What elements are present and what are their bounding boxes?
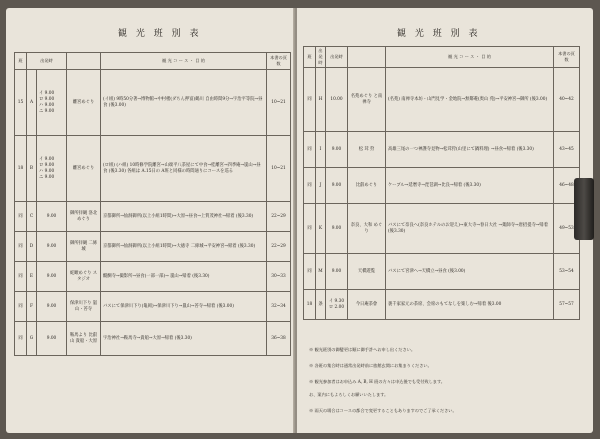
left-tour-table bbox=[14, 52, 291, 356]
note-line: ※ 観光班別の御變更は順に御手許へお申し出ください。 bbox=[309, 347, 416, 352]
table-row: 同 I 9.00 松 茸 狩 高雄三尾の一つ神護寺見物→松茸狩(山里にて鍋料理) →昼食→帰着 (後3.30) 43~45 bbox=[304, 132, 580, 168]
header-departure-time: 出発時 bbox=[326, 47, 348, 68]
table-row: 同 J 9.00 比叡めぐり ケーブル→延暦寺→琵琶湖→比良→帰着 (後3.30) 46~48 bbox=[304, 168, 580, 204]
table-row: 同 K 9.00 奈良、大和 めぐり バスにて奈良へ(奈良ホテルのお迎え)→東大寺→春日大社 →薬師寺→唐招提寺→帰着 (後3.30) 49~53 bbox=[304, 204, 580, 254]
header-departure: 出発時 bbox=[316, 47, 326, 68]
table-row: 同 F 9.00 保津川下り 嵐山・苔寺 バスにて保津川下り(亀岡)→保津川下り→嵐山→苔寺→帰着 (後3.00) 32~34 bbox=[15, 292, 291, 322]
binder-clip bbox=[574, 178, 594, 240]
table-row: 15 A イ 9.00 ロ 9.00 ハ 9.00 ニ 9.00 離宮めぐり (イ組) 9時50分著→博物館→中村楼(ダちん押富)鶴川 自由時間9分→宇治平等院→昼食 (後3.00) 10~21 bbox=[15, 70, 291, 136]
header-page: 本書の頁 数 bbox=[267, 53, 291, 70]
right-page bbox=[297, 8, 593, 433]
table-header-row bbox=[15, 53, 291, 70]
header-departure: 出発時 bbox=[27, 53, 67, 70]
header-blank bbox=[67, 53, 101, 70]
header-han: 班 bbox=[304, 47, 316, 68]
table-row: 18 条 イ 9.30 ロ 2.00 今日庵茶會 裏千家家元の茶席、会席のもてなしを楽しむ→帰着 後3.00 57~57 bbox=[304, 290, 580, 320]
left-page bbox=[6, 8, 295, 433]
right-page-title: 観 光 班 別 表 bbox=[397, 29, 481, 39]
table-header-row bbox=[304, 47, 580, 68]
table-row: 同 H 10.00 名苑めぐり と南禅寺 (名苑) 南禅寺本坊・山門見学・金地院→無鄰菴(奥山 苑)→平安神宮→御所 (後3.00) 40~42 bbox=[304, 68, 580, 132]
header-han: 班 bbox=[15, 53, 27, 70]
note-line: お、案内にもよろしくお願いいたします。 bbox=[309, 392, 389, 397]
note-line: ※ 各班の集合時は通常出発時前に旅館玄関にお集まりください。 bbox=[309, 363, 432, 368]
note-line: ※ 観光参加者はお申込み A, B, H 班の方々は申込後でも受付致します。 bbox=[309, 379, 445, 384]
header-page: 本書の頁 数 bbox=[554, 47, 580, 68]
left-page-title: 観 光 班 別 表 bbox=[118, 29, 202, 39]
note-line: ※ 雨天の場合はコースの都合で変更することもありますのでご了承ください。 bbox=[309, 408, 457, 413]
header-blank bbox=[348, 47, 386, 68]
table-row: 同 M 9.00 天橋遊覧 バスにて宮津へ→天橋立→昼食 (後3.00) 53~54 bbox=[304, 254, 580, 290]
right-tour-table bbox=[303, 46, 580, 320]
header-course: 観 光 コ ー ス ・ 目 的 bbox=[101, 53, 267, 70]
header-course: 観 光 コ ー ス ・ 目 的 bbox=[386, 47, 554, 68]
table-row: 同 C 9.00 御所拝観 洛北めぐり 京都御所→仙洞御所(以上小組1時間)→大原→昼食→上賀茂神社→帰着 (後3.30) 22~29 bbox=[15, 202, 291, 232]
table-row: 同 E 9.00 蛇瞰めぐり スタジオ 醍醐寺→撮影所→昼食(一部一部)→ 嵐山→帰着 (後3.30) 30~33 bbox=[15, 262, 291, 292]
table-row: 同 D 9.00 御所拝観 二條城 京都御所→仙洞御所(以上小組1時間)→大徳寺 二條城→平安神宮→帰着 (後3.30) 22~29 bbox=[15, 232, 291, 262]
table-row: 18 B イ 9.00 ロ 9.00 ハ 9.00 ニ 9.00 離宮めぐり (ロ組) (ハ組) 10時修学院離宮→山端平八茶屋にて中食→桂離宮→四季庵→嵐山→昼食 (後3.30) 各組は A.15日の A班と同様の時間通りにコースを巡る 10~21 bbox=[15, 136, 291, 202]
table-row: 同 G 9.00 鞍馬より 比叡山 貴船・大原 宇治神社→鞍馬寺→貴船→大原→帰着 (後3.30) 36~38 bbox=[15, 322, 291, 356]
